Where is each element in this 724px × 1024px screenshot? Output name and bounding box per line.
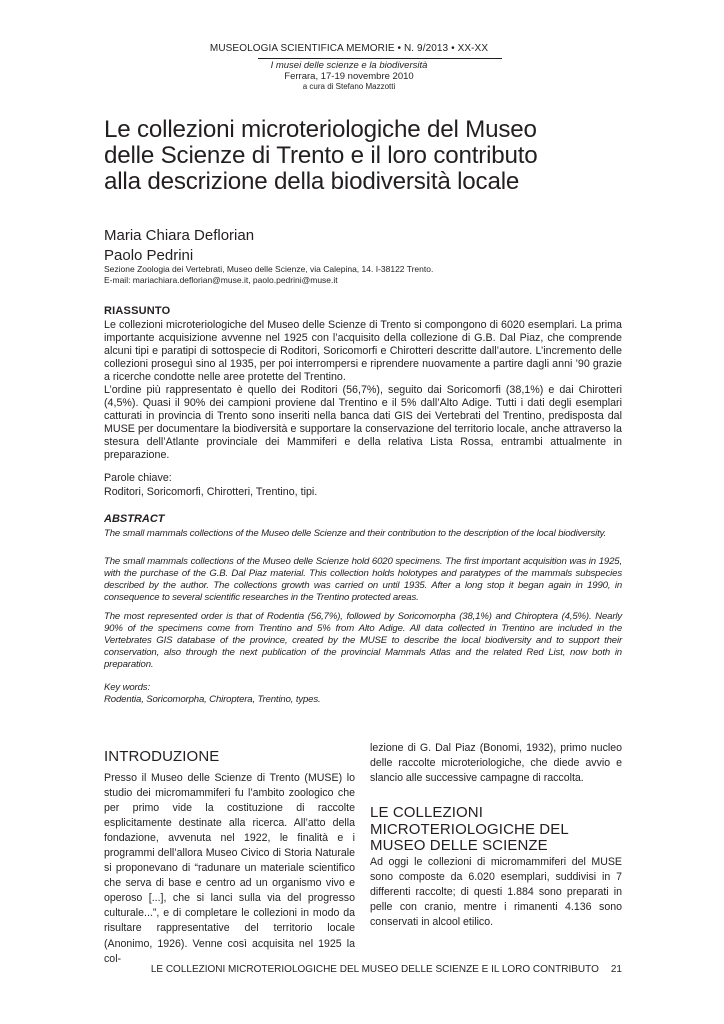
keywords-en-label: Key words:	[104, 682, 150, 693]
page-number: 21	[610, 964, 622, 975]
riassunto-heading: RIASSUNTO	[104, 305, 171, 317]
header-rule	[258, 58, 502, 59]
riassunto-paragraph: Le collezioni microteriologiche del Museo delle Scienze di Trento si compongono di 6020 esemplari. La prima importante acquisizione avvenne nel 1925 con l’acquisito della collezione di G.B. Dal Piaz, che comprende alcuni tipi e paratipi di sottospecie di Roditori, Soricomorfi e Chirotteri descritte dall’autore. L’incremento delle collezioni proseguì sino al 1935, per poi interrompersi e riprendere nuovamente a partire dagli anni ’90 grazie a ricerche condotte nelle aree protette del Trentino.	[104, 319, 622, 384]
contact-email: E-mail: mariachiara.deflorian@muse.it, paolo.pedrini@muse.it	[104, 275, 338, 285]
introduzione-heading: INTRODUZIONE	[104, 748, 220, 765]
author-name: Maria Chiara Deflorian	[104, 227, 255, 244]
affiliation: Sezione Zoologia dei Vertebrati, Museo delle Scienze, via Calepina, 14. I-38122 Trento.	[104, 264, 434, 274]
keywords-en-list: Rodentia, Soricomorpha, Chiroptera, Trentino, types.	[104, 694, 321, 705]
keywords-list: Roditori, Soricomorfi, Chirotteri, Trentino, tipi.	[104, 486, 318, 498]
author-name: Paolo Pedrini	[104, 247, 194, 264]
introduzione-text: Presso il Museo delle Scienze di Trento (MUSE) lo studio dei micromammiferi fu l’ambito zoologico che per primo vide la costituzione di raccolte esplicitamente destinate alla ricerca. All’atto della fondazione, avvenuta nel 1922, le finalità e i programmi dell’allora Museo Civico di Storia Naturale si proponevano di “radunare un materiale scientifico che serva di base e centro ad un organismo vivo e operoso [...], che si lanci sulla via del progresso culturale...”, e di completare le collezioni in modo da risultare rappresentative del territorio locale (Anonimo, 1926). Venne così acquisita nel 1925 la col-	[104, 772, 355, 965]
paper-title: Le collezioni microteriologiche del Museo delle Scienze di Trento e il loro contributo alla descrizione della biodiversità locale	[104, 116, 538, 196]
collezioni-heading: LE COLLEZIONI MICROTERIOLOGICHE DEL MUSEO DELLE SCIENZE	[370, 804, 569, 854]
keywords-label: Parole chiave:	[104, 472, 172, 484]
page-footer	[151, 964, 622, 975]
journal-header: MUSEOLOGIA SCIENTIFICA MEMORIE • N. 9/2013 • XX-XX	[209, 43, 489, 54]
conference-place-date: Ferrara, 17-19 novembre 2010	[284, 71, 414, 82]
abstract-heading: ABSTRACT	[104, 513, 165, 525]
collezioni-text: Ad oggi le collezioni di micromammiferi del MUSE sono composte da 6.020 esemplari, suddivisi in 7 differenti raccolte; di questi 1.884 sono preparati in pelle con cranio, mentre i rimanenti 4.136 sono conservati in alcool etilico.	[370, 856, 622, 929]
abstract-title: The small mammals collections of the Museo delle Scienze and their contribution to the description of the local biodiversity.	[104, 528, 607, 539]
volume-editor: a cura di Stefano Mazzotti	[302, 82, 396, 91]
introduzione-continuation: lezione di G. Dal Piaz (Bonomi, 1932), primo nucleo delle raccolte microteriologiche, che diede avvio e slancio alle successive campagne di raccolta.	[370, 742, 622, 785]
abstract-paragraph: The most represented order is that of Rodentia (56,7%), followed by Soricomorpha (38,1%) and Chiroptera (4,5%). Nearly 90% of the specimens come from Trentino and 5% from Alto Adige. All data collected in Trentino are included in the Vertebrates GIS database of the province, created by the MUSE to describe the local biodiversity and to support their conservation, also through the next publication of the provincial Mammals Atlas and the related Red List, now both in preparation.	[104, 611, 622, 671]
riassunto-paragraph: L’ordine più rappresentato è quello dei Roditori (56,7%), seguito dai Soricomorfi (38,1%) e dai Chirotteri (4,5%). Quasi il 90% dei campioni proviene dal Trentino e il 5% dall’Alto Adige. Tutti i dati degli esemplari catturati in provincia di Trento sono inseriti nella banca dati GIS dei Vertebrati del Trentino, predisposta dal MUSE per documentare la biodiversità e supportare la conservazione del territorio locale, anche attraverso la stesura dell’Atlante provinciale dei Mammiferi e della relativa Lista Rossa, entrambi attualmente in preparazione.	[104, 384, 622, 462]
conference-theme: I musei delle scienze e la biodiversità	[270, 60, 428, 71]
abstract-paragraph: The small mammals collections of the Museo delle Scienze hold 6020 specimens. The first important acquisition was in 1925, with the purchase of the G.B. Dal Piaz material. This collection holds holotypes and paratypes of the mammals subspecies described by the author. The collections growth was carried on until 1935. After a long stop it began again in 1990, in consequence to several scientific researches in the Trentino protected areas.	[104, 556, 622, 604]
running-title: LE COLLEZIONI MICROTERIOLOGICHE DEL MUSEO DELLE SCIENZE E IL LORO CONTRIBUTO	[150, 964, 599, 975]
